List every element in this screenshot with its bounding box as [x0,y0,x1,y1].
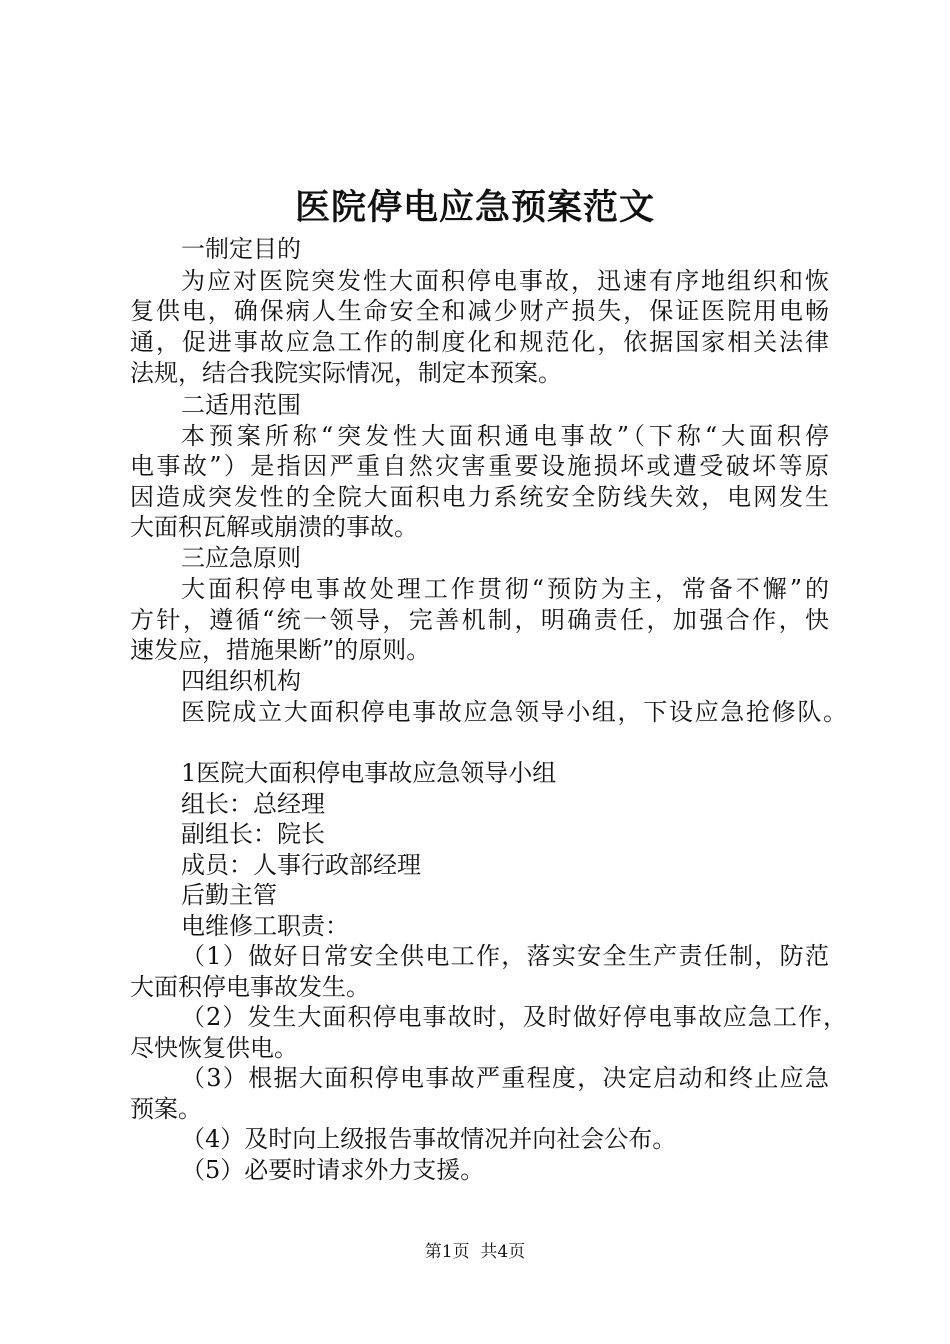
section-heading: 三应急原则 [181,544,301,572]
member-line: 后勤主管 [181,881,277,909]
subsection-heading: 1医院大面积停电事故应急领导小组 [181,759,557,787]
duty-line: （5）必要时请求外力支援。 [181,1156,485,1184]
paragraph-line: 因造成突发性的全院大面积电力系统安全防线失效，电网发生 [130,483,829,511]
section-heading: 一制定目的 [181,235,301,263]
duty-line: 预案。 [130,1095,202,1123]
paragraph-line: 复供电，确保病人生命安全和减少财产损失，保证医院用电畅 [130,297,829,325]
paragraph-line: 法规，结合我院实际情况，制定本预案。 [130,359,562,387]
duties-heading: 电维修工职责： [181,912,349,940]
paragraph-line: 大面积瓦解或崩溃的事故。 [130,513,418,541]
paragraph-line: 本预案所称“突发性大面积通电事故”（下称“大面积停 [181,422,829,450]
member-line: 成员：人事行政部经理 [181,851,421,879]
member-line: 组长：总经理 [181,790,325,818]
member-line: 副组长：院长 [181,820,325,848]
paragraph-line: 通，促进事故应急工作的制度化和规范化，依据国家相关法律 [130,328,829,356]
duty-line: 尽快恢复供电。 [130,1034,298,1062]
paragraph-line: 电事故”）是指因严重自然灾害重要设施损坏或遭受破坏等原 [130,452,829,480]
duty-line: （3）根据大面积停电事故严重程度，决定启动和终止应急 [181,1064,829,1092]
paragraph-line: 大面积停电事故处理工作贯彻“预防为主，常备不懈”的 [181,575,829,603]
paragraph-line: 速发应，措施果断”的原则。 [130,636,431,664]
paragraph-line: 为应对医院突发性大面积停电事故，迅速有序地组织和恢 [181,267,829,295]
document-title: 医院停电应急预案范文 [294,187,655,228]
duty-line: 大面积停电事故发生。 [130,973,370,1001]
paragraph-line: 方针，遵循“统一领导，完善机制，明确责任，加强合作，快 [130,606,829,634]
duty-line: （2）发生大面积停电事故时，及时做好停电事故应急工作， [181,1003,847,1031]
section-heading: 四组织机构 [181,667,301,695]
section-heading: 二适用范围 [181,391,301,419]
duty-line: （1）做好日常安全供电工作，落实安全生产责任制，防范 [181,942,829,970]
paragraph-line: 医院成立大面积停电事故应急领导小组，下设应急抢修队。 [181,698,847,726]
duty-line: （4）及时向上级报告事故情况并向社会公布。 [181,1125,677,1153]
page-number: 第1页 共4页 [424,1242,526,1262]
